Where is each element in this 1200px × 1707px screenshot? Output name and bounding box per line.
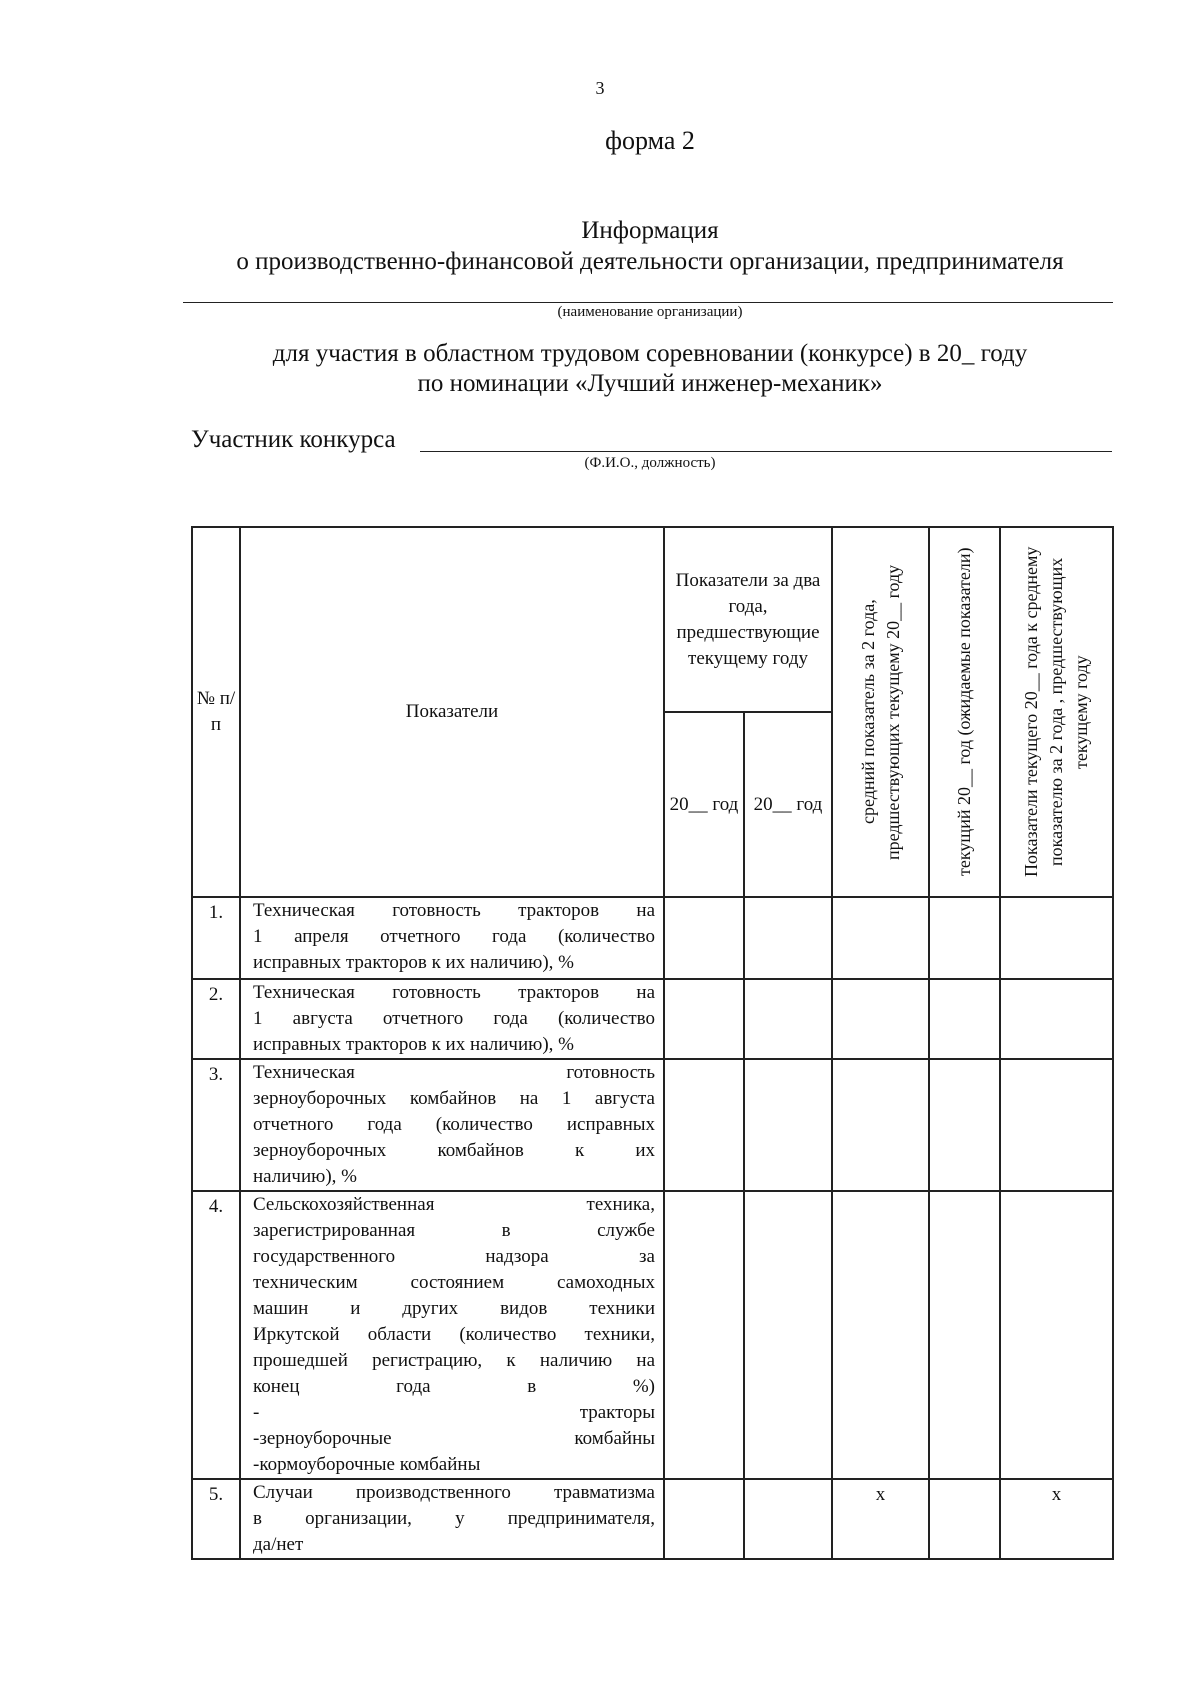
row-description-line: исправных тракторов к их наличию), % (253, 952, 574, 973)
year2-cell[interactable] (744, 979, 832, 1059)
ratio-cell[interactable]: x (1000, 1479, 1113, 1559)
table-row (192, 1059, 1113, 1191)
organization-name-line (183, 302, 1113, 303)
year1-cell[interactable] (664, 1191, 744, 1479)
year2-cell[interactable] (744, 897, 832, 979)
nomination-line: по номинации «Лучший инженер-механик» (417, 370, 883, 397)
row-description-line: да/нет (253, 1534, 304, 1555)
average-cell[interactable] (832, 979, 929, 1059)
competition-line: для участия в областном трудовом соревновании (конкурсе) в 20_ году (272, 340, 1028, 367)
row-description (240, 1479, 664, 1559)
header-current-label: текущий 20__ год (ожидаемые показатели) (954, 547, 975, 877)
table-row (192, 1191, 1113, 1479)
header-year-2 (744, 712, 832, 897)
row-description-line: 1 апреля отчетного года (количество (253, 926, 655, 947)
header-ratio-label: Показатели текущего 20__ года к среднему показателю за 2 года , предшествующих текущему году (1021, 546, 1092, 878)
row-description-line: техническим состоянием самоходных (253, 1272, 655, 1293)
row-description-line: Сельскохозяйственная техника, (253, 1194, 655, 1215)
row-number: 3. (192, 1059, 240, 1191)
ratio-cell[interactable] (1000, 1059, 1113, 1191)
participant-label: Участник конкурса (191, 426, 396, 453)
row-description-line: Иркутской области (количество техники, (253, 1324, 655, 1345)
participant-name-line (420, 451, 1112, 452)
row-description-line: машин и других видов техники (253, 1298, 655, 1319)
form-label: форма 2 (605, 126, 695, 155)
row-description-line: наличию), % (253, 1166, 357, 1187)
header-ratio (1000, 527, 1113, 897)
row-description-line: -кормоуборочные комбайны (253, 1454, 481, 1475)
current-cell[interactable] (929, 1191, 1000, 1479)
current-cell[interactable] (929, 979, 1000, 1059)
header-current (929, 527, 1000, 897)
document-subtitle: о производственно-финансовой деятельности организации, предпринимателя (236, 248, 1064, 275)
row-description-line: конец года в %) (253, 1376, 655, 1397)
average-cell[interactable] (832, 1191, 929, 1479)
header-year-1-label: 20__ год (669, 793, 739, 815)
header-num-label: № п/п (196, 688, 236, 735)
year1-cell[interactable] (664, 1059, 744, 1191)
year1-cell[interactable] (664, 979, 744, 1059)
ratio-cell[interactable] (1000, 897, 1113, 979)
row-description-line: государственного надзора за (253, 1246, 655, 1267)
year1-cell[interactable] (664, 1479, 744, 1559)
header-average (832, 527, 929, 897)
row-description-line: зерноуборочных комбайнов на 1 августа (253, 1088, 655, 1109)
table-row (192, 979, 1113, 1059)
year1-cell[interactable] (664, 897, 744, 979)
current-cell[interactable] (929, 1059, 1000, 1191)
row-number: 4. (192, 1191, 240, 1479)
row-description-line: в организации, у предпринимателя, (253, 1508, 655, 1529)
organization-caption: (наименование организации) (557, 304, 743, 320)
row-description-line: исправных тракторов к их наличию), % (253, 1034, 574, 1055)
row-description-line: зерноуборочных комбайнов к их (253, 1140, 655, 1161)
average-cell[interactable] (832, 1059, 929, 1191)
table-row (192, 1479, 1113, 1559)
row-description-line: зарегистрированная в службе (253, 1220, 655, 1241)
row-description-line: 1 августа отчетного года (количество (253, 1008, 655, 1029)
year2-cell[interactable] (744, 1059, 832, 1191)
row-description (240, 1191, 664, 1479)
row-number: 5. (192, 1479, 240, 1559)
row-description (240, 897, 664, 979)
row-description-line: Техническая готовность тракторов на (253, 982, 655, 1003)
table-header-row (192, 527, 1113, 712)
row-description-line: Техническая готовность тракторов на (253, 900, 655, 921)
row-description-line: прошедшей регистрацию, к наличию на (253, 1350, 655, 1371)
row-description-line: - тракторы (253, 1402, 655, 1423)
header-two-years-label: Показатели за два года, предшествующие текущему году (675, 570, 821, 669)
page-number: 3 (595, 78, 605, 98)
ratio-cell[interactable] (1000, 1191, 1113, 1479)
header-year-1 (664, 712, 744, 897)
document-title: Информация (581, 217, 719, 244)
row-description (240, 979, 664, 1059)
current-cell[interactable] (929, 897, 1000, 979)
row-description-line: Техническая готовность (253, 1062, 655, 1083)
row-description-line: Случаи производственного травматизма (253, 1482, 655, 1503)
header-indicators-label: Показатели (405, 701, 499, 722)
average-cell[interactable] (832, 897, 929, 979)
year2-cell[interactable] (744, 1191, 832, 1479)
current-cell[interactable] (929, 1479, 1000, 1559)
header-indicators (240, 527, 664, 897)
row-number: 2. (192, 979, 240, 1059)
header-year-2-label: 20__ год (753, 793, 823, 815)
header-num (192, 527, 240, 897)
year2-cell[interactable] (744, 1479, 832, 1559)
average-cell[interactable]: x (832, 1479, 929, 1559)
participant-caption: (Ф.И.О., должность) (584, 455, 716, 471)
row-description-line: отчетного года (количество исправных (253, 1114, 655, 1135)
row-description-line: -зерноуборочные комбайны (253, 1428, 655, 1449)
row-description (240, 1059, 664, 1191)
table-row (192, 897, 1113, 979)
indicators-table (191, 526, 1114, 1560)
header-two-years (664, 527, 832, 712)
header-average-label: средний показатель за 2 года, предшествующих текущему 20__ году (857, 564, 903, 860)
ratio-cell[interactable] (1000, 979, 1113, 1059)
row-number: 1. (192, 897, 240, 979)
